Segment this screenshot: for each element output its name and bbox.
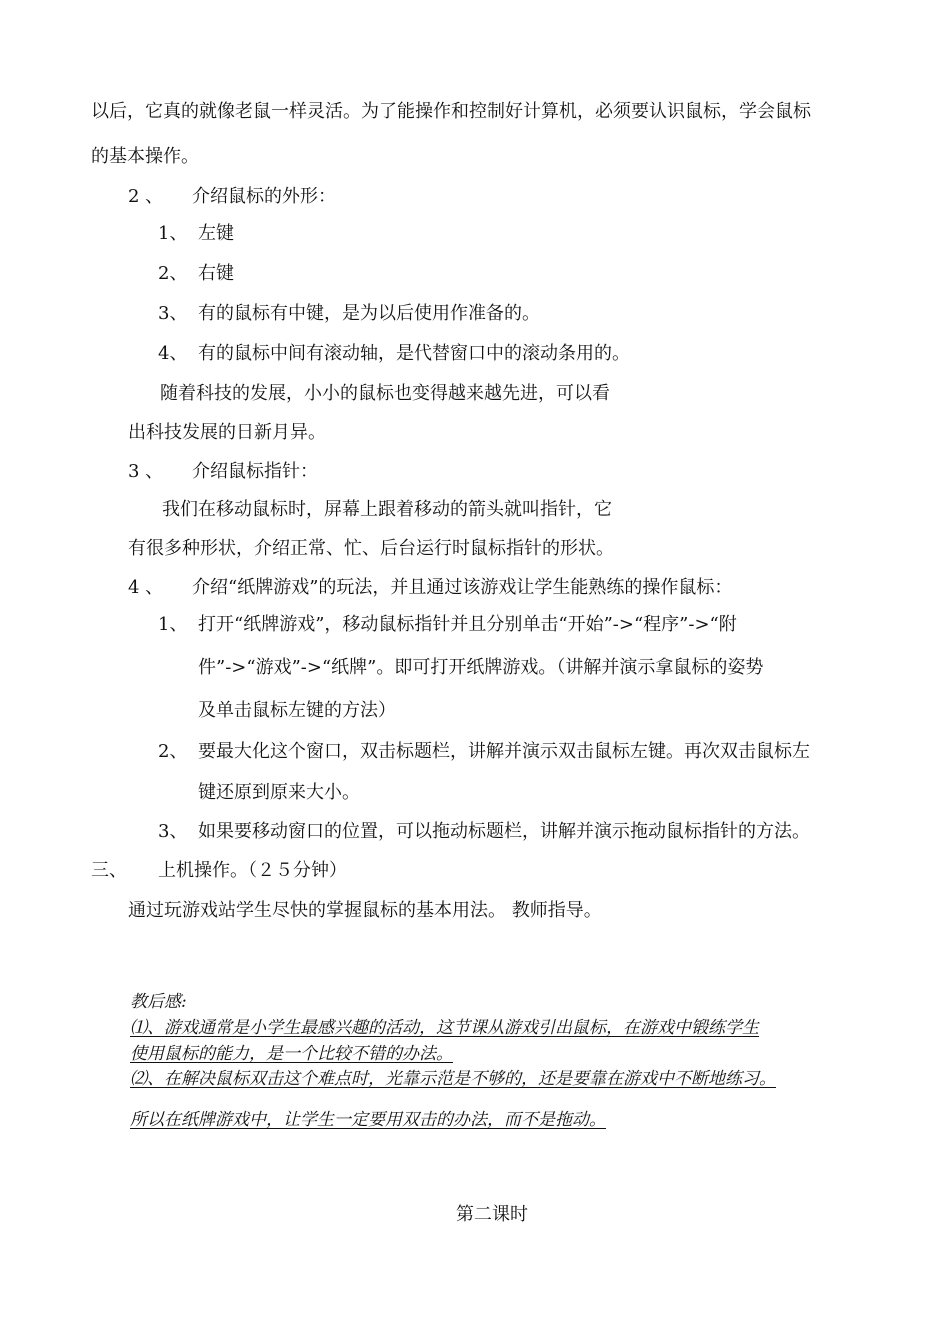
- section-2-title: 介绍鼠标的外形：: [192, 186, 336, 207]
- section-3-paragraph-line-2: 有很多种形状，介绍正常、忙、后台运行时鼠标指针的形状。: [128, 538, 614, 559]
- intro-line-1: 以后，它真的就像老鼠一样灵活。为了能操作和控制好计算机，必须要认识鼠标，学会鼠标: [91, 101, 811, 122]
- list-item-text: 要最大化这个窗口，双击标题栏，讲解并演示双击鼠标左键。再次双击鼠标左: [198, 741, 810, 762]
- list-item-number: 2、: [158, 263, 188, 284]
- section-4-item-3-line-1: [158, 820, 810, 844]
- part-3-heading: [91, 859, 347, 883]
- list-item-text: 右键: [198, 263, 234, 284]
- list-item: [158, 222, 234, 246]
- section-3-heading: [128, 460, 318, 484]
- list-item-number: 2、: [158, 741, 188, 762]
- section-4-item-2-line-1: [158, 740, 810, 764]
- list-item-number: 3、: [158, 821, 188, 842]
- part-3-number: 三、: [91, 860, 127, 881]
- section-3-title: 介绍鼠标指针：: [192, 461, 318, 482]
- section-4-item-1-line-3: 及单击鼠标左键的方法）: [198, 700, 396, 721]
- reflection-heading: 教后感:: [130, 992, 187, 1012]
- list-item-text: 有的鼠标有中键，是为以后使用作准备的。: [198, 303, 540, 324]
- list-item-number: 4、: [158, 343, 188, 364]
- list-item: [158, 342, 630, 366]
- list-item-text: 打开“纸牌游戏”，移动鼠标指针并且分别单击“开始”->“程序”->“附: [198, 614, 737, 635]
- list-item-number: 1、: [158, 223, 188, 244]
- list-item-text: 有的鼠标中间有滚动轴，是代替窗口中的滚动条用的。: [198, 343, 630, 364]
- list-item-number: 3、: [158, 303, 188, 324]
- section-4-item-1-line-1: [158, 613, 737, 637]
- section-3-number: 3 、: [128, 461, 164, 482]
- section-4-item-1-line-2: 件”->“游戏”->“纸牌”。即可打开纸牌游戏。（讲解并演示拿鼠标的姿势: [198, 657, 764, 678]
- reflection-line-2: 使用鼠标的能力，是一个比较不错的办法。: [130, 1044, 453, 1064]
- list-item-text: 如果要移动窗口的位置，可以拖动标题栏，讲解并演示拖动鼠标指针的方法。: [198, 821, 810, 842]
- section-3-paragraph-line-1: 我们在移动鼠标时，屏幕上跟着移动的箭头就叫指针，它: [162, 499, 612, 520]
- list-item: [158, 302, 540, 326]
- list-item-text: 左键: [198, 223, 234, 244]
- reflection-line-3: ⑵、在解决鼠标双击这个难点时，光靠示范是不够的，还是要靠在游戏中不断地练习。: [130, 1069, 776, 1089]
- section-2-paragraph-line-2: 出科技发展的日新月异。: [128, 422, 326, 443]
- section-2-number: 2 、: [128, 186, 164, 207]
- section-4-title: 介绍“纸牌游戏”的玩法，并且通过该游戏让学生能熟练的操作鼠标：: [192, 577, 733, 598]
- next-lesson-heading: 第二课时: [456, 1204, 528, 1225]
- section-4-item-2-line-2: 键还原到原来大小。: [198, 782, 360, 803]
- section-2-paragraph-line-1: 随着科技的发展，小小的鼠标也变得越来越先进，可以看: [160, 383, 610, 404]
- list-item: [158, 262, 234, 286]
- reflection-line-4: 所以在纸牌游戏中，让学生一定要用双击的办法，而不是拖动。: [130, 1110, 606, 1130]
- part-3-title: 上机操作。（２５分钟）: [158, 860, 347, 881]
- intro-line-2: 的基本操作。: [91, 146, 199, 167]
- part-3-paragraph: 通过玩游戏站学生尽快的掌握鼠标的基本用法。 教师指导。: [128, 900, 602, 921]
- reflection-line-1: ⑴、游戏通常是小学生最感兴趣的活动，这节课从游戏引出鼠标，在游戏中锻练学生: [130, 1018, 759, 1038]
- section-2-heading: [128, 185, 336, 209]
- list-item-number: 1、: [158, 614, 188, 635]
- section-4-heading: [128, 576, 732, 600]
- section-4-number: 4 、: [128, 577, 164, 598]
